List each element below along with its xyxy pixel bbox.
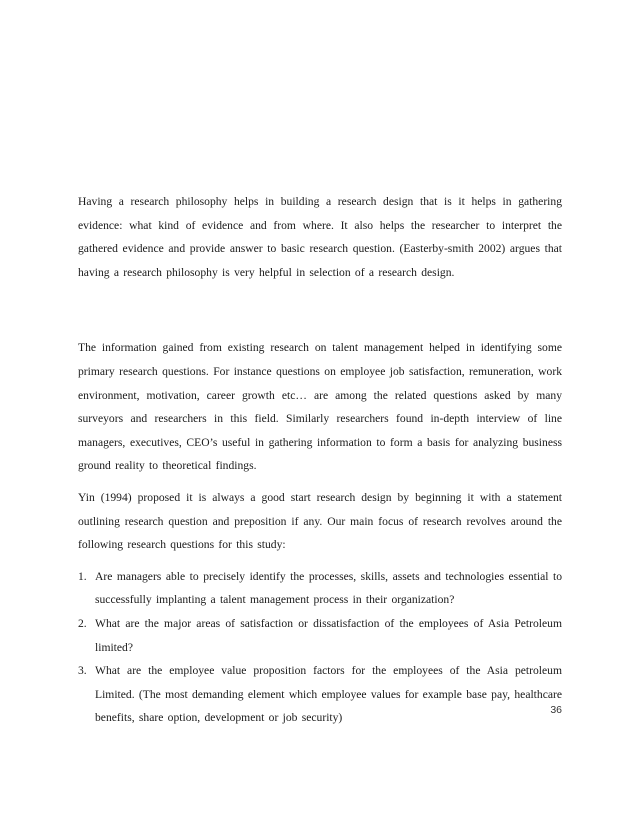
research-question-item [78,565,562,612]
research-question-item [78,612,562,659]
list-number: 3. [78,664,87,678]
page-number: 36 [550,704,562,716]
research-question-item [78,659,562,730]
research-question-text: What are the major areas of satisfaction or dissatisfaction of the employees of Asia Petroleum limited? [95,616,562,654]
paragraph-research-design: Yin (1994) proposed it is always a good start research design by beginning it with a statement outlining research question and preposition if any. Our main focus of research revolves around the following research questions for this study: [78,490,562,552]
list-number: 1. [78,569,87,583]
page-body [78,190,562,730]
research-questions-list [78,565,562,730]
paragraph-talent-management: The information gained from existing research on talent management helped in identifying some primary research questions. For instance questions on employee job satisfaction, remuneration, work environment, motivation, career growth etc… are among the related questions asked by many surveyors and researchers in this field. Similarly researchers found in-depth interview of line managers, executives, CEO’s useful in gathering information to form a basis for analyzing business ground reality to theoretical findings. [78,341,562,473]
paragraph-spacer [78,557,562,565]
paragraph-spacer [78,478,562,486]
research-question-text: Are managers able to precisely identify the processes, skills, assets and technologies essential to successfully implanting a talent management process in their organization? [95,569,562,607]
paragraph-spacer [78,284,562,336]
research-question-text: What are the employee value proposition factors for the employees of the Asia petroleum Limited. (The most demanding element which employee values for example base pay, healthcare benefits, share option, development or job security) [95,664,562,725]
list-number: 2. [78,616,87,630]
paragraph-research-philosophy: Having a research philosophy helps in building a research design that is it helps in gathering evidence: what kind of evidence and from where. It also helps the researcher to interpret the gathered evidence and provide answer to basic research question. (Easterby-smith 2002) argues that having a research philosophy is very helpful in selection of a research design. [78,195,562,279]
